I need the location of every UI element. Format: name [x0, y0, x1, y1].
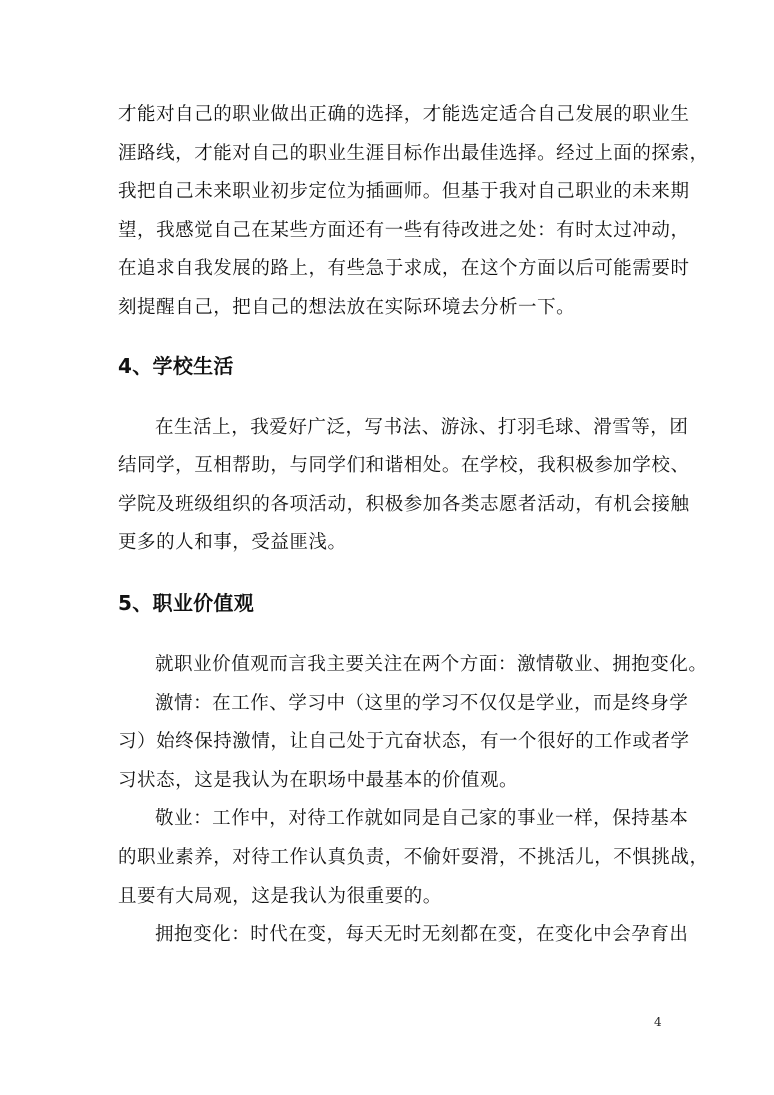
intro-line-4: 望，我感觉自己在某些方面还有一些有待改进之处：有时太过冲动，	[118, 219, 690, 241]
values-summary-paragraph	[118, 646, 708, 685]
passion-line-1: 激情：在工作、学习中（这里的学习不仅仅是学业，而是终身学	[155, 692, 689, 714]
page-number: 4	[654, 1015, 662, 1029]
school-life-line-1: 在生活上，我爱好广泛，写书法、游泳、打羽毛球、滑雪等，团	[155, 416, 689, 438]
embrace-change-paragraph	[118, 916, 689, 955]
school-life-line-4: 更多的人和事，受益匪浅。	[118, 532, 347, 554]
dedication-paragraph	[118, 800, 709, 916]
dedication-line-3: 且要有大局观，这是我认为很重要的。	[118, 885, 442, 907]
page-content	[118, 96, 709, 955]
dedication-line-2: 的职业素养，对待工作认真负责，不偷奸耍滑，不挑活儿，不惧挑战，	[118, 846, 709, 868]
passion-line-2: 习）始终保持激情，让自己处于亢奋状态，有一个很好的工作或者学	[118, 731, 690, 753]
school-life-line-2: 结同学，互相帮助，与同学们和谐相处。在学校，我积极参加学校、	[118, 455, 690, 477]
dedication-line-1: 敬业：工作中，对待工作就如同是自己家的事业一样，保持基本	[155, 808, 689, 830]
passion-line-3: 习状态，这是我认为在职场中最基本的价值观。	[118, 769, 519, 791]
values-summary-line: 就职业价值观而言我主要关注在两个方面：激情敬业、拥抱变化。	[155, 653, 708, 675]
intro-line-2: 涯路线，才能对自己的职业生涯目标作出最佳选择。经过上面的探索，	[118, 142, 709, 164]
school-life-line-3: 学院及班级组织的各项活动，积极参加各类志愿者活动，有机会接触	[118, 493, 690, 515]
intro-line-3: 我把自己未来职业初步定位为插画师。但基于我对自己职业的未来期	[118, 181, 690, 203]
school-life-paragraph	[118, 409, 690, 563]
passion-paragraph	[118, 685, 690, 801]
intro-line-6: 刻提醒自己，把自己的想法放在实际环境去分析一下。	[118, 296, 576, 318]
section-4-heading: 4、学校生活	[118, 353, 234, 378]
intro-paragraph	[118, 96, 709, 328]
intro-line-1: 才能对自己的职业做出正确的选择，才能选定适合自己发展的职业生	[118, 104, 690, 125]
section-5-heading: 5、职业价值观	[118, 590, 255, 615]
intro-line-5: 在追求自我发展的路上，有些急于求成，在这个方面以后可能需要时	[118, 258, 690, 280]
embrace-change-line-1: 拥抱变化：时代在变，每天无时无刻都在变，在变化中会孕育出	[155, 924, 689, 946]
